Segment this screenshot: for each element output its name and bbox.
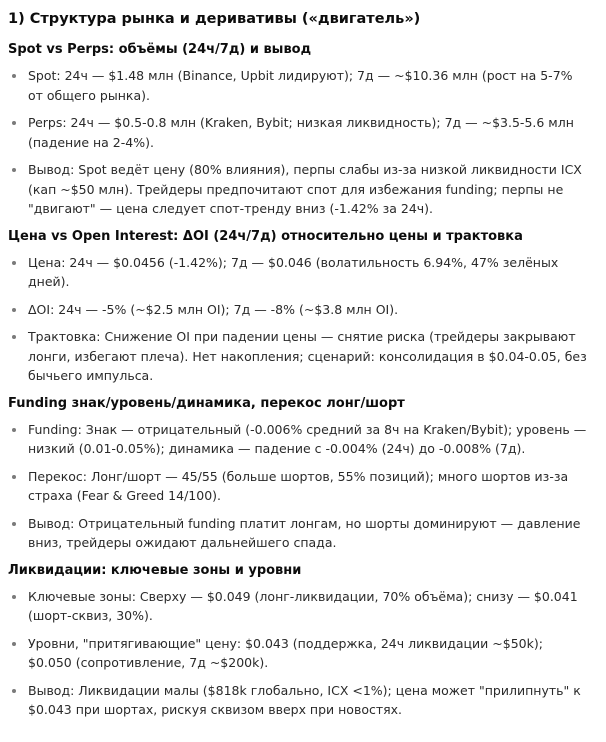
- bullet-text: Перекос: Лонг/шорт — 45/55 (больше шортов, 55% позиций); много шортов из-за страха (Fear & Greed 14/100).: [28, 468, 569, 503]
- bullet-dot-icon: [12, 522, 16, 526]
- bullet-list: [8, 66, 606, 219]
- bullet-text: Трактовка: Снижение OI при падении цены — снятие риска (трейдеры закрывают лонги, избегают плеча). Нет накопления; сценарий: консолидация в $0.04-0.05, без бычьего импульса.: [28, 329, 587, 383]
- bullet-list: [8, 587, 606, 720]
- bullet-list: [8, 253, 606, 386]
- bullet-item: [8, 113, 590, 152]
- bullet-dot-icon: [12, 261, 16, 265]
- bullet-dot-icon: [12, 74, 16, 78]
- bullet-dot-icon: [12, 689, 16, 693]
- bullet-dot-icon: [12, 335, 16, 339]
- bullet-text: Ключевые зоны: Сверху — $0.049 (лонг-ликвидации, 70% объёма); снизу — $0.041 (шорт-сквиз, 30%).: [28, 588, 578, 623]
- bullet-text: Perps: 24ч — $0.5-0.8 млн (Kraken, Bybit; низкая ликвидность); 7д — ~$3.5-5.6 млн (падение на 2-4%).: [28, 115, 574, 150]
- bullet-text: ΔOI: 24ч — -5% (~$2.5 млн OI); 7д — -8% (~$3.8 млн OI).: [28, 301, 399, 317]
- bullet-dot-icon: [12, 642, 16, 646]
- bullet-item: [8, 300, 590, 320]
- bullet-item: [8, 253, 590, 292]
- bullet-text: Funding: Знак — отрицательный (-0.006% средний за 8ч на Kraken/Bybit); уровень — низкий (0.01-0.05%); динамика — падение с -0.004% (24ч) до -0.008% (7д).: [28, 421, 587, 456]
- bullet-dot-icon: [12, 475, 16, 479]
- bullet-item: [8, 327, 590, 386]
- bullet-text: Цена: 24ч — $0.0456 (-1.42%); 7д — $0.046 (волатильность 6.94%, 47% зелёных дней).: [28, 254, 559, 289]
- bullet-dot-icon: [12, 308, 16, 312]
- bullet-item: [8, 634, 590, 673]
- bullet-dot-icon: [12, 121, 16, 125]
- section-heading: Цена vs Open Interest: ΔOI (24ч/7д) относительно цены и трактовка: [8, 228, 523, 244]
- bullet-item: [8, 467, 590, 506]
- document-title: 1) Структура рынка и деривативы («двигатель»): [8, 11, 421, 27]
- bullet-dot-icon: [12, 428, 16, 432]
- bullet-dot-icon: [12, 595, 16, 599]
- bullet-item: [8, 681, 590, 720]
- bullet-item: [8, 587, 590, 626]
- bullet-text: Вывод: Ликвидации малы ($818k глобально, ICX <1%); цена может "прилипнуть" к $0.043 при шортах, рискуя сквизом вверх при новостях.: [28, 682, 581, 717]
- section-heading: Funding знак/уровень/динамика, перекос лонг/шорт: [8, 395, 405, 411]
- bullet-item: [8, 66, 590, 105]
- bullet-item: [8, 160, 590, 219]
- bullet-text: Spot: 24ч — $1.48 млн (Binance, Upbit лидируют); 7д — ~$10.36 млн (рост на 5-7% от общего рынка).: [28, 68, 573, 103]
- section-heading: Ликвидации: ключевые зоны и уровни: [8, 562, 302, 578]
- section-heading: Spot vs Perps: объёмы (24ч/7д) и вывод: [8, 42, 312, 57]
- bullet-list: [8, 420, 606, 553]
- bullet-item: [8, 420, 590, 459]
- bullet-item: [8, 514, 590, 553]
- bullet-text: Вывод: Отрицательный funding платит лонгам, но шорты доминируют — давление вниз, трейдеры ожидают дальнейшего спада.: [28, 515, 581, 550]
- bullet-text: Вывод: Spot ведёт цену (80% влияния), перпы слабы из-за низкой ликвидности ICX (кап ~$50 млн). Трейдеры предпочитают спот для избежания funding; перпы не "двигают" — цена следует спот-тренду вниз (-1.42% за 24ч).: [28, 162, 582, 216]
- bullet-text: Уровни, "притягивающие" цену: $0.043 (поддержка, 24ч ликвидации ~$50k); $0.050 (сопротивление, 7д ~$200k).: [28, 635, 543, 670]
- bullet-dot-icon: [12, 168, 16, 172]
- sections-container: [8, 40, 606, 720]
